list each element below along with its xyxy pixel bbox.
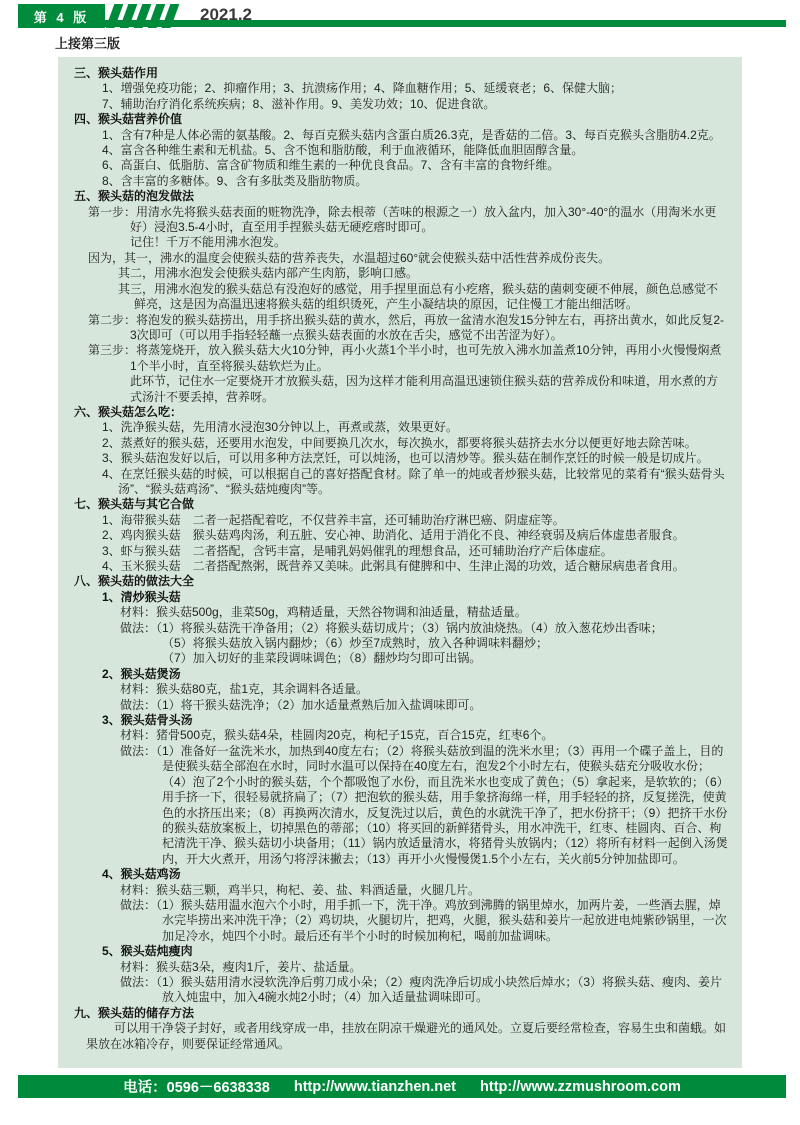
paragraph: 5、猴头菇炖瘦肉 bbox=[102, 944, 193, 959]
paragraph: 1、海带猴头菇 二者一起搭配着吃，不仅营养丰富，还可辅助治疗淋巴癌、阴虚症等。 bbox=[102, 512, 565, 527]
paragraph: 1、洗净猴头菇，先用清水浸泡30分钟以上，再煮或蒸，效果更好。 bbox=[102, 420, 459, 435]
edition-badge-label: 第 4 版 bbox=[33, 9, 90, 25]
section-title: 七、猴头菇与其它合做 bbox=[74, 497, 195, 512]
article-content-panel bbox=[58, 57, 742, 1068]
paragraph: 6、高蛋白、低脂肪、富含矿物质和维生素的一种优良食品。7、含有丰富的食物纤维。 bbox=[102, 158, 560, 173]
issue-date: 2021.2 bbox=[200, 5, 252, 24]
paragraph: 2、鸡肉猴头菇 猴头菇鸡肉汤，利五脏、安心神、助消化、适用于消化不良、神经衰弱及病后体虚患者服食。 bbox=[102, 528, 685, 543]
continued-from-note: 上接第三版 bbox=[55, 36, 121, 51]
paragraph: 其二，用沸水泡发会使猴头菇内部产生肉筋，影响口感。 bbox=[118, 266, 419, 281]
section-title: 三、猴头菇作用 bbox=[74, 66, 159, 80]
section bbox=[72, 112, 728, 189]
paragraph: 4、在烹饪猴头菇的时候，可以根据自己的喜好搭配食材。除了单一的炖或者炒猴头菇，比较常见的菜肴有“猴头菇骨头汤”、“猴头菇鸡汤”、“猴头菇炖瘦肉”等。 bbox=[102, 466, 725, 496]
paragraph: 因为，其一，沸水的温度会使猴头菇的营养丧失，水温超过60°就会使猴头菇中活性营养成份丧失。 bbox=[88, 250, 611, 265]
footer-url-tianzhen: http://www.tianzhen.net bbox=[293, 1078, 457, 1095]
paragraph: （7）加入切好的韭菜段调味调色；（8）翻炒均匀即可出锅。 bbox=[162, 651, 482, 666]
diagonal-stripes-decoration bbox=[110, 4, 175, 28]
paragraph: 记住！千万不能用沸水泡发。 bbox=[130, 235, 287, 250]
paragraph: 其三，用沸水泡发的猴头菇总有没泡好的感觉，用手捏里面总有小疙瘩，猴头菇的菌刺变硬不伸展，颜色总感觉不鲜亮，这是因为高温迅速将猴头菇的组织烫死，产生小凝结块的原因，记住慢工才能出细活呀。 bbox=[118, 281, 719, 312]
section bbox=[72, 66, 728, 112]
section-title: 九、猴头菇的储存方法 bbox=[74, 1005, 195, 1020]
paragraph: 4、猴头菇鸡汤 bbox=[102, 867, 181, 882]
paragraph: 第三步：将蒸笼烧开，放入猴头菇大火10分钟，再小火蒸1个半小时，也可先放入沸水加盖煮10分钟，再用小火慢慢焖煮1个半小时，直至将猴头菇软烂为止。 bbox=[88, 343, 722, 373]
edition-badge bbox=[18, 4, 105, 28]
paragraph: 材料：猪骨500克，猴头菇4朵，桂圆肉20克，枸杞子15克，百合15克，红枣6个。 bbox=[120, 728, 554, 743]
section bbox=[72, 497, 728, 574]
paragraph: 8、含丰富的多糖体。9、含有多肽类及脂肪物质。 bbox=[102, 173, 368, 188]
paragraph: 第二步：将泡发的猴头菇捞出，用手挤出猴头菇的黄水，然后，再放一盆清水泡发15分钟左右，再挤出黄水，如此反复2-3次即可（可以用手指轻轻蘸一点猴头菇表面的水放在舌尖，感觉不出苦涩为好）。 bbox=[88, 312, 725, 342]
paragraph: 3、猴头菇泡发好以后，可以用多种方法烹饪，可以炖汤，也可以清炒等。猴头菇在制作烹饪的时候一般是切成片。 bbox=[102, 451, 709, 466]
paragraph: 2、猴头菇煲汤 bbox=[102, 666, 181, 681]
paragraph: 材料：猴头菇80克，盐1克，其余调料各适量。 bbox=[120, 682, 369, 697]
section bbox=[72, 1006, 728, 1052]
paragraph: 材料：猴头菇3朵，瘦肉1斤，姜片、盐适量。 bbox=[120, 959, 362, 974]
paragraph: 此环节，记住水一定要烧开才放猴头菇，因为这样才能利用高温迅速锁住猴头菇的营养成份和味道，用水煮的方式汤汁不要丢掉，营养呀。 bbox=[130, 374, 719, 404]
section bbox=[72, 189, 728, 405]
paragraph: 做法：（1）猴头菇用清水浸软洗净后剪刀成小朵；（2）瘦肉洗净后切成小块然后焯水；（3）将猴头菇、瘦肉、姜片放入炖盅中，加入4碗水炖2小时；（4）加入适量盐调味即可。 bbox=[120, 974, 723, 1005]
paragraph: 做法：（1）将猴头菇洗干净备用；（2）将猴头菇切成片；（3）锅内放油烧热。（4）放入葱花炒出香味； bbox=[120, 620, 663, 635]
paragraph: 3、虾与猴头菇 二者搭配，含钙丰富，是哺乳妈妈催乳的理想食品，还可辅助治疗产后体虚症。 bbox=[102, 543, 613, 558]
paragraph: 做法：（1）准备好一盆洗米水，加热到40度左右；（2）将猴头菇放到温的洗米水里；（3）再用一个碟子盖上，目的是使猴头菇全部泡在水时，同时水温可以保持在40度左右，泡发2个小时左右，使猴头菇充分吸收水份；（4）泡了2个小时的猴头菇，个个都吸饱了水份，而且洗米水也变成了黄色；（5）拿起来，是软软的；（6）用手挤一下，很轻易就挤扁了；（7）把泡软的猴头菇，用手象挤海绵一样，用手轻轻的挤，反复搓洗，使黄色的水挤压出来；（8）再换两次清水，反复洗过以后，黄色的水就洗干净了，把水份挤干；（9）把挤干水份的猴头菇放案板上，切掉黑色的蒂部；（10）将买回的新鲜猪骨头，用水冲洗干，红枣、桂圆肉、百合、枸杞清洗干净、猴头菇切小块备用；（11）锅内放适量清水，将猪骨头放锅内；（12）将所有材料一起倒入汤煲内，开大火煮开，用汤勺将浮沫撇去；（13）再开小火慢慢煲1.5个小左右，关火前5分钟加盐即可。 bbox=[120, 743, 728, 866]
footer-phone: 电话：0596－6638338 bbox=[123, 1080, 270, 1096]
paragraph: 2、蒸煮好的猴头菇，还要用水泡发，中间要换几次水，每次换水，都要将猴头菇挤去水分以便更好地去除苦味。 bbox=[102, 435, 697, 450]
footer-bar bbox=[18, 1075, 786, 1098]
paragraph: 7、辅助治疗消化系统疾病；8、滋补作用。9、美发功效；10、促进食欲。 bbox=[102, 96, 496, 111]
paragraph: 可以用干净袋子封好，或者用线穿成一串，挂放在阴凉干燥避光的通风处。立夏后要经常检查，容易生虫和菌蛾。如果放在冰箱冷存，则要保证经常通风。 bbox=[86, 1021, 727, 1051]
section-title: 八、猴头菇的做法大全 bbox=[74, 574, 195, 589]
footer-url-zzmushroom: http://www.zzmushroom.com bbox=[480, 1078, 681, 1095]
paragraph: （5）将猴头菇放入锅内翻炒；（6）炒至7成熟时，放入各种调味料翻炒； bbox=[162, 636, 549, 651]
section bbox=[72, 405, 728, 497]
paragraph: 第一步：用清水先将猴头菇表面的赃物洗净，除去根蒂（苦味的根源之一）放入盆内，加入30°-40°的温水（用淘米水更好）浸泡3.5-4小时，直至用手捏猴头菇无硬疙瘩时即可。 bbox=[88, 204, 717, 235]
paragraph: 4、富含各种维生素和无机盐。5、含不饱和脂肪酸，利于血液循环，能降低血胆固醇含量。 bbox=[102, 143, 584, 158]
paragraph: 做法：（1）猴头菇用温水泡六个小时，用手抓一下，洗干净。鸡放到沸腾的锅里焯水，加两片姜，一些酒去腥，焯水完毕捞出来冲洗干净；（2）鸡切块，火腿切片，把鸡，火腿，猴头菇和姜片一起放进电炖紫砂锅里，一次加足冷水，炖四个小时。最后还有半个小时的时候加枸杞，喝前加盐调味。 bbox=[120, 897, 727, 943]
paragraph: 3、猴头菇骨头汤 bbox=[102, 713, 193, 728]
paragraph: 1、清炒猴头菇 bbox=[102, 589, 181, 604]
paragraph: 做法：（1）将干猴头菇洗净；（2）加水适量煮熟后加入盐调味即可。 bbox=[120, 697, 482, 712]
section-title: 四、猴头菇营养价值 bbox=[74, 112, 183, 127]
paragraph: 1、含有7种是人体必需的氨基酸。2、每百克猴头菇内含蛋白质26.3克，是香菇的二倍。3、每百克猴头含脂肪4.2克。 bbox=[102, 127, 721, 142]
section-title: 六、猴头菇怎么吃： bbox=[74, 404, 183, 419]
paragraph: 4、玉米猴头菇 二者搭配熬粥，既营养又美味。此粥具有健脾和中、生津止渴的功效，适合糖尿病患者食用。 bbox=[102, 559, 685, 573]
paragraph: 材料：猴头菇500g，韭菜50g，鸡精适量，天然谷物调和油适量，精盐适量。 bbox=[120, 605, 527, 620]
section-title: 五、猴头菇的泡发做法 bbox=[74, 189, 195, 204]
section bbox=[72, 574, 728, 1005]
paragraph: 材料：猴头菇三颗，鸡半只，枸杞、姜、盐、料酒适量，火腿几片。 bbox=[120, 882, 481, 897]
paragraph: 1、增强免疫功能；2、抑瘤作用；3、抗溃疡作用；4、降血糖作用；5、延缓衰老；6、保健大脑； bbox=[102, 81, 623, 96]
